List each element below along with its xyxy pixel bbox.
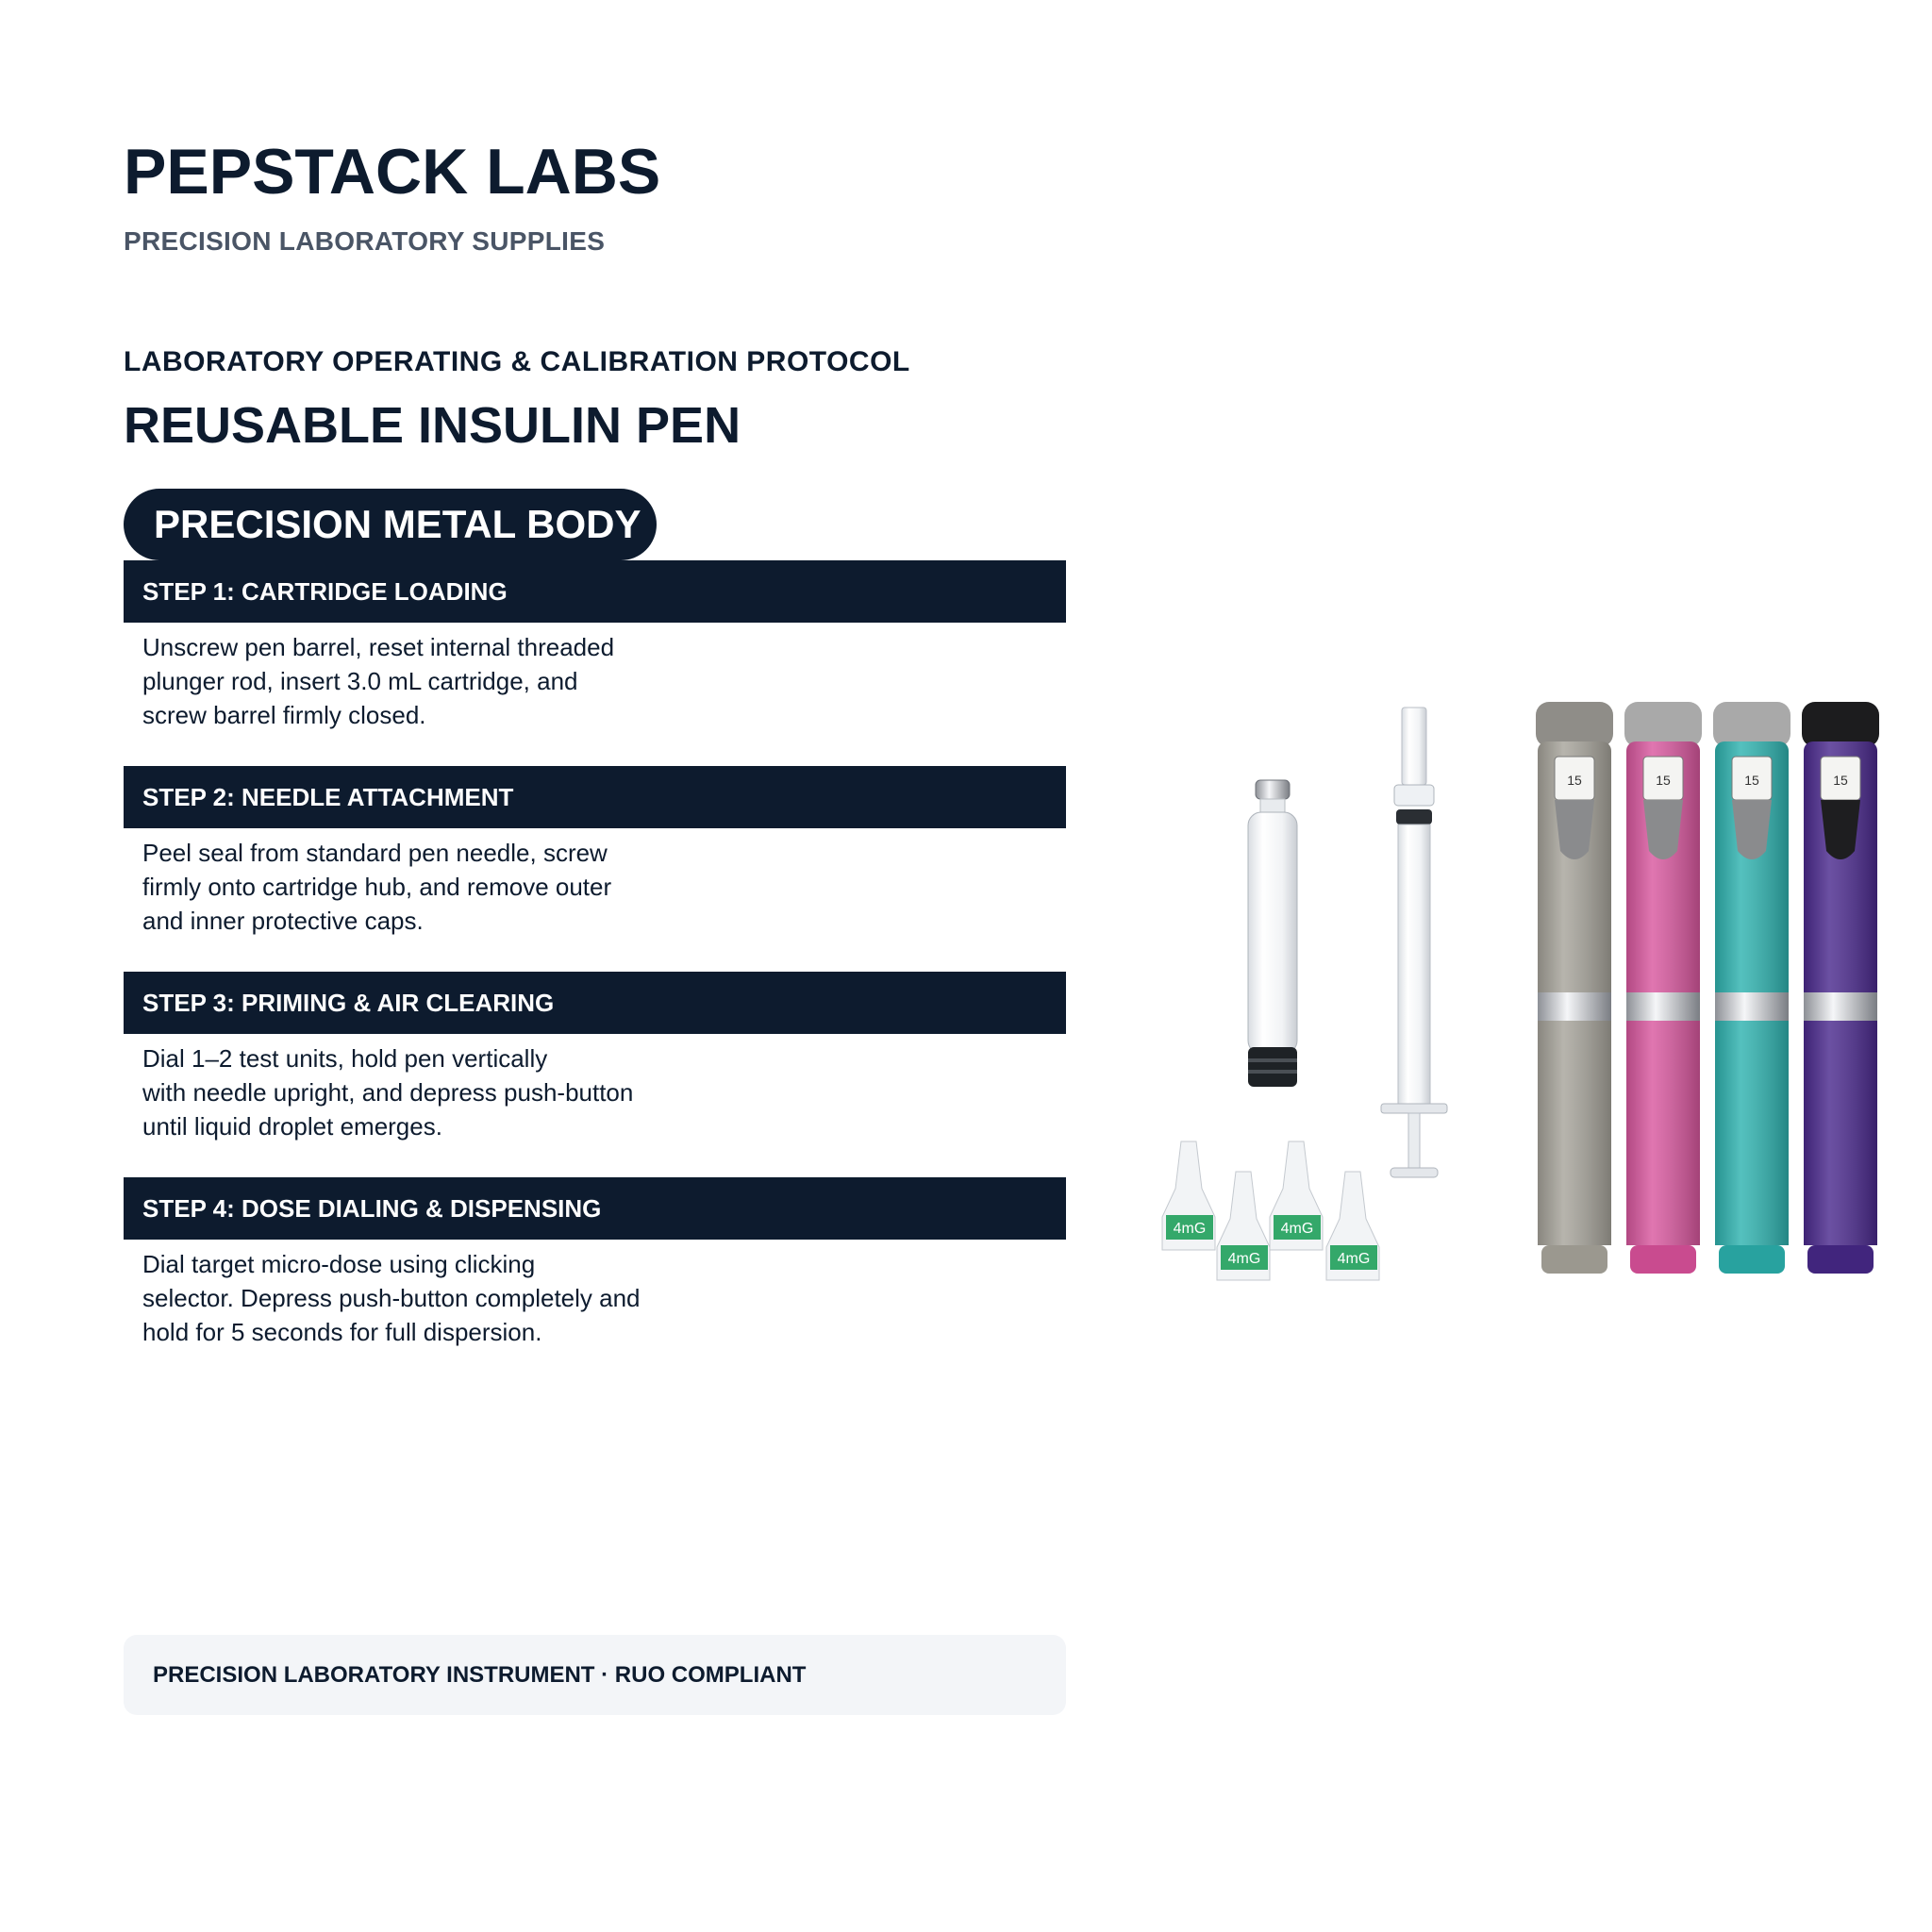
cartridge-vial <box>1248 780 1297 1087</box>
insulin-pen-pink <box>1624 702 1702 1274</box>
needle-cap <box>1270 1141 1323 1250</box>
step-text-line: selector. Depress push-button completely and <box>142 1284 641 1312</box>
step-text-line: Unscrew pen barrel, reset internal threaded <box>142 633 615 661</box>
needle-cap-label: 4mG <box>1280 1221 1314 1237</box>
step-header: STEP 3: PRIMING & AIR CLEARING <box>124 972 1066 1034</box>
step-section <box>124 766 1066 972</box>
step-section <box>124 972 1066 1177</box>
step-text-line: plunger rod, insert 3.0 mL cartridge, and <box>142 667 578 695</box>
syringe <box>1381 708 1447 1177</box>
insulin-pen-purple <box>1802 702 1879 1274</box>
needle-cap-label: 4mG <box>1227 1251 1261 1267</box>
product-photo <box>1160 689 1896 1302</box>
step-section <box>124 1177 1066 1383</box>
needle-cap-label: 4mG <box>1337 1251 1371 1267</box>
insulin-pen-teal <box>1713 702 1790 1274</box>
dose-window-number: 15 <box>1833 773 1848 788</box>
compliance-text: PRECISION LABORATORY INSTRUMENT · RUO COMPLIANT <box>153 1661 807 1688</box>
document-subtitle: LABORATORY OPERATING & CALIBRATION PROTOCOL <box>124 346 910 377</box>
insulin-pen-silver <box>1536 702 1613 1274</box>
step-description <box>124 828 690 972</box>
step-section <box>124 560 1066 766</box>
material-badge-label: PRECISION METAL BODY <box>154 502 641 546</box>
step-text-line: and inner protective caps. <box>142 907 424 935</box>
product-title: REUSABLE INSULIN PEN <box>124 397 741 454</box>
needle-cap <box>1162 1141 1215 1250</box>
needle-cap-label: 4mG <box>1173 1221 1207 1237</box>
pen-needles <box>1162 1141 1379 1280</box>
step-text-line: Peel seal from standard pen needle, screw <box>142 839 608 867</box>
dose-window-number: 15 <box>1656 773 1671 788</box>
step-text-line: with needle upright, and depress push-button <box>142 1078 634 1107</box>
needle-cap <box>1326 1172 1379 1280</box>
dose-window-number: 15 <box>1567 773 1582 788</box>
step-header: STEP 2: NEEDLE ATTACHMENT <box>124 766 1066 828</box>
brand-tagline: PRECISION LABORATORY SUPPLIES <box>124 226 606 256</box>
step-text-line: Dial 1–2 test units, hold pen vertically <box>142 1044 548 1073</box>
step-description <box>124 623 690 766</box>
step-header: STEP 4: DOSE DIALING & DISPENSING <box>124 1177 1066 1240</box>
step-text-line: until liquid droplet emerges. <box>142 1112 442 1141</box>
material-badge <box>124 489 657 560</box>
step-text-line: firmly onto cartridge hub, and remove outer <box>142 873 612 901</box>
step-text-line: Dial target micro-dose using clicking <box>142 1250 536 1278</box>
brand-name: PEPSTACK LABS <box>124 136 661 208</box>
insulin-pens <box>1536 702 1879 1274</box>
step-text-line: hold for 5 seconds for full dispersion. <box>142 1318 542 1346</box>
step-description <box>124 1034 690 1177</box>
dose-window-number: 15 <box>1744 773 1759 788</box>
compliance-footer <box>124 1635 1066 1715</box>
protocol-steps <box>124 560 1066 1383</box>
needle-cap <box>1217 1172 1270 1280</box>
step-header: STEP 1: CARTRIDGE LOADING <box>124 560 1066 623</box>
step-description <box>124 1240 690 1383</box>
step-text-line: screw barrel firmly closed. <box>142 701 426 729</box>
